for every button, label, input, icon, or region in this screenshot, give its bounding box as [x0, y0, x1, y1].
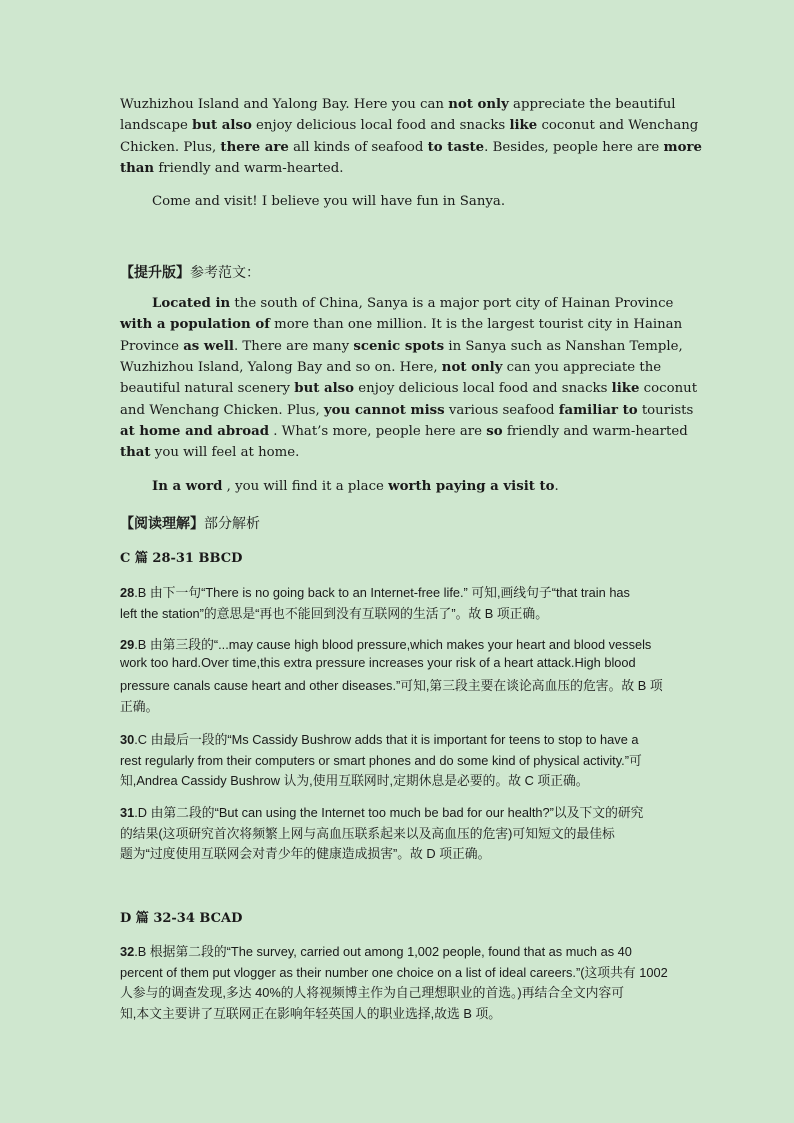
text-run: Province	[120, 338, 184, 354]
text-run: various seafood	[444, 402, 559, 418]
text-line	[120, 339, 683, 354]
text-run: beautiful natural scenery	[120, 381, 295, 397]
text-run: and Wenchang Chicken. Plus,	[120, 402, 324, 418]
text-run: .B 根据第二段的“The survey, carried out among 1,002 people, found that as much as 40	[134, 944, 632, 959]
bold-phrase: that	[120, 445, 151, 461]
text-run: landscape	[120, 118, 193, 134]
text-line	[120, 770, 589, 789]
section-c-answers: C 篇 28-31 BBCD	[120, 551, 243, 566]
bold-phrase: familiar to	[558, 402, 638, 418]
text-run: pressure canals cause heart and other diseases.”可知,第三段主要在谈论高血压的危害。故 B 项	[120, 678, 663, 693]
bold-phrase: but also	[192, 118, 252, 134]
text-run: friendly and warm-hearted	[502, 423, 688, 439]
text-line	[152, 479, 559, 494]
text-run: .D 由第二段的“But can using the Internet too much be bad for our health?”以及下文的研究	[134, 805, 644, 820]
heading-reading-rest: 部分解析	[204, 516, 260, 532]
heading-reading-comprehension	[120, 513, 260, 533]
text-run: tourists	[637, 402, 694, 418]
bold-phrase: 32	[120, 944, 135, 959]
text-line	[120, 582, 630, 601]
text-line	[120, 161, 343, 176]
text-run: 知,Andrea Cassidy Bushrow 认为,使用互联网时,定期休息是必要的。故 C 项正确。	[120, 773, 589, 788]
text-run: coconut	[639, 381, 698, 397]
bold-phrase: so	[486, 423, 503, 439]
text-line	[120, 729, 638, 748]
text-line	[120, 403, 693, 418]
heading-upgrade-bracket: 【提升版】	[120, 265, 190, 281]
bold-phrase: 29	[120, 637, 135, 652]
bold-phrase: 28	[120, 585, 135, 600]
text-run: 知,本文主要讲了互联网正在影响年轻英国人的职业选择,故选 B 项。	[120, 1005, 502, 1021]
text-line	[152, 296, 673, 311]
text-run: enjoy delicious local food and snacks	[251, 118, 510, 134]
text-run: . What’s more, people here are	[269, 423, 487, 439]
text-line	[120, 696, 158, 715]
text-run: . There are many	[233, 338, 354, 354]
bold-phrase: Located in	[152, 296, 231, 311]
bold-phrase: you cannot miss	[323, 402, 445, 418]
text-run: 题为“过度使用互联网会对青少年的健康造成损害”。故 D 项正确。	[120, 846, 491, 861]
section-d-answers: D 篇 32-34 BCAD	[120, 911, 243, 926]
text-line	[120, 843, 490, 862]
text-run: all kinds of seafood	[288, 139, 428, 155]
text-run: . Besides, people here are	[484, 139, 664, 155]
bold-phrase: there are	[220, 139, 289, 155]
text-run: .C 由最后一段的“Ms Cassidy Bushrow adds that it is important for teens to stop to have a	[134, 732, 639, 747]
bold-phrase: but also	[294, 381, 355, 397]
text-run: 正确。	[120, 698, 159, 714]
text-run: in Sanya such as Nanshan Temple,	[444, 338, 683, 354]
text-line	[120, 603, 548, 622]
text-line	[120, 118, 698, 133]
text-run: friendly and warm-hearted.	[154, 160, 344, 176]
bold-phrase: 30	[120, 732, 135, 747]
text-run: work too hard.Over time,this extra pressure increases your risk of a heart attack.High blood	[120, 654, 636, 670]
text-run: Wuzhizhou Island and Yalong Bay. Here you can	[120, 97, 449, 112]
text-line	[120, 360, 661, 375]
bold-phrase: 31	[120, 805, 135, 820]
text-line	[120, 97, 676, 112]
text-line	[120, 445, 299, 460]
bold-phrase: scenic spots	[353, 338, 445, 354]
text-run: left the station”的意思是“再也不能回到没有互联网的生活了”。故 B 项正确。	[120, 605, 549, 621]
text-line	[120, 634, 651, 653]
paragraph-closing: Come and visit! I believe you will have fun in Sanya.	[152, 194, 506, 209]
text-line	[120, 750, 642, 769]
text-run: .B 由第三段的“...may cause high blood pressure,which makes your heart and blood vessels	[134, 637, 652, 652]
text-line	[120, 1003, 501, 1022]
bold-phrase: worth paying a visit to	[388, 479, 555, 494]
heading-upgrade-rest: 参考范文：	[190, 265, 260, 281]
bold-phrase: than	[120, 160, 155, 176]
text-run: .B 由下一句“There is no going back to an Internet-free life.” 可知,画线句子“that train has	[134, 585, 630, 600]
text-run: Chicken. Plus,	[120, 139, 221, 155]
heading-reading-bracket: 【阅读理解】	[120, 516, 204, 532]
bold-phrase: to taste	[427, 139, 485, 155]
text-run: coconut and Wenchang	[537, 118, 699, 134]
text-line	[120, 424, 688, 439]
text-run: Wuzhizhou Island, Yalong Bay and so on. Here,	[120, 359, 442, 375]
text-line	[120, 941, 632, 960]
text-line	[120, 823, 615, 842]
text-line	[120, 675, 663, 694]
text-run: appreciate the beautiful	[508, 97, 676, 112]
bold-phrase: like	[611, 381, 640, 397]
bold-phrase: as well	[183, 338, 234, 354]
text-run: .	[554, 479, 559, 494]
bold-phrase: not only	[441, 359, 503, 375]
text-run: more than one million. It is the largest tourist city in Hainan	[269, 317, 683, 333]
text-line	[120, 802, 643, 821]
text-run: rest regularly from their computers or smart phones and do some kind of physical activity.”可	[120, 752, 642, 768]
text-run: can you appreciate the	[502, 359, 662, 375]
text-run: the south of China, Sanya is a major port city of Hainan Province	[230, 296, 674, 311]
text-run: 人参与的调查发现,多达 40%的人将视频博主作为自己理想职业的首选。)再结合全文内容可	[120, 985, 625, 1000]
text-run: you will feel at home.	[150, 445, 300, 461]
text-run: 的结果(这项研究首次将频繁上网与高血压联系起来以及高血压的危害)可知短文的最佳标	[120, 825, 615, 841]
bold-phrase: like	[509, 118, 538, 134]
text-line	[120, 140, 702, 155]
text-line	[120, 655, 636, 670]
bold-phrase: with a population of	[120, 317, 270, 333]
text-line	[120, 962, 668, 981]
text-line	[120, 381, 697, 396]
bold-phrase: not only	[448, 97, 509, 112]
heading-upgrade-version	[120, 262, 260, 282]
bold-phrase: more	[663, 139, 702, 155]
text-run: enjoy delicious local food and snacks	[354, 381, 612, 397]
text-line	[120, 317, 682, 332]
bold-phrase: In a word	[152, 479, 223, 494]
bold-phrase: at home and abroad	[120, 423, 269, 439]
text-line	[120, 982, 624, 1001]
text-run: , you will find it a place	[222, 479, 389, 494]
text-run: percent of them put vlogger as their number one choice on a list of ideal careers.”(这项共有 1002	[120, 964, 668, 980]
